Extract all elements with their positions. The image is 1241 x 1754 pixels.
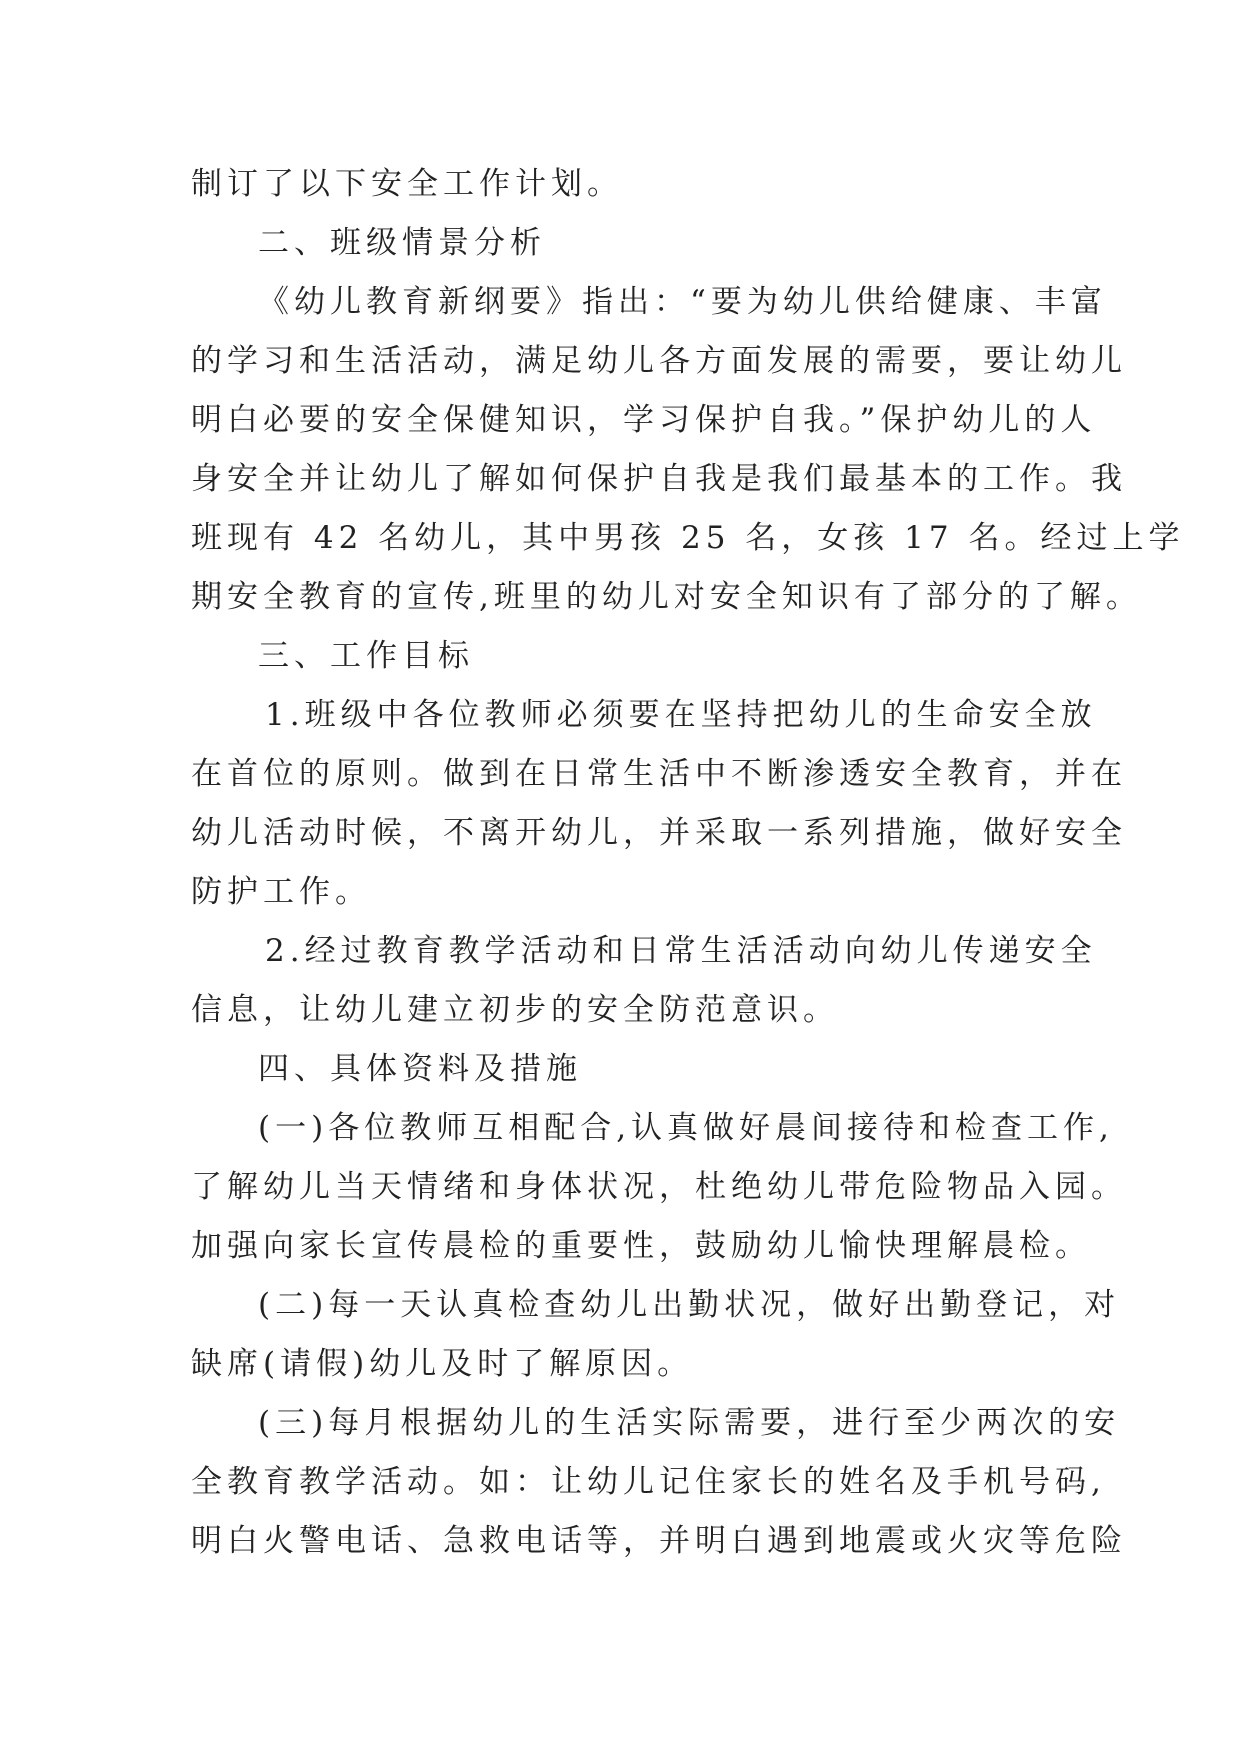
text-line: 班现有 42 名幼儿，其中男孩 25 名，女孩 17 名。经过上学 <box>191 520 1185 556</box>
text-line: 了解幼儿当天情绪和身体状况，杜绝幼儿带危险物品入园。 <box>191 1169 1127 1205</box>
text-line: 《幼儿教育新纲要》指出：“要为幼儿供给健康、丰富 <box>258 284 1107 320</box>
text-line: 期安全教育的宣传,班里的幼儿对安全知识有了部分的了解。 <box>191 579 1142 615</box>
text-line: 2.经过教育教学活动和日常生活活动向幼儿传递安全 <box>265 933 1097 969</box>
text-line: 加强向家长宣传晨检的重要性，鼓励幼儿愉快理解晨检。 <box>191 1228 1091 1264</box>
text-line: 缺席(请假)幼儿及时了解原因。 <box>191 1346 694 1382</box>
text-line: 的学习和生活活动，满足幼儿各方面发展的需要，要让幼儿 <box>191 343 1127 379</box>
section-heading: 四、具体资料及措施 <box>258 1051 582 1087</box>
text-line: (一)各位教师互相配合,认真做好晨间接待和检查工作, <box>258 1110 1114 1146</box>
text-line: (二)每一天认真检查幼儿出勤状况，做好出勤登记，对 <box>258 1287 1121 1323</box>
text-line: 在首位的原则。做到在日常生活中不断渗透安全教育，并在 <box>191 756 1127 792</box>
text-line: (三)每月根据幼儿的生活实际需要，进行至少两次的安 <box>258 1405 1121 1441</box>
text-line: 身安全并让幼儿了解如何保护自我是我们最基本的工作。我 <box>191 461 1127 497</box>
text-line: 1.班级中各位教师必须要在坚持把幼儿的生命安全放 <box>265 697 1097 733</box>
text-line: 幼儿活动时候，不离开幼儿，并采取一系列措施，做好安全 <box>191 815 1127 851</box>
text-line: 全教育教学活动。如：让幼儿记住家长的姓名及手机号码, <box>191 1464 1106 1500</box>
section-heading: 二、班级情景分析 <box>258 225 546 261</box>
section-heading: 三、工作目标 <box>258 638 474 674</box>
text-line: 制订了以下安全工作计划。 <box>191 166 623 202</box>
text-line: 防护工作。 <box>191 874 371 910</box>
text-line: 明白必要的安全保健知识，学习保护自我。”保护幼儿的人 <box>191 402 1097 438</box>
text-line: 信息，让幼儿建立初步的安全防范意识。 <box>191 992 839 1028</box>
text-line: 明白火警电话、急救电话等，并明白遇到地震或火灾等危险 <box>191 1523 1127 1559</box>
